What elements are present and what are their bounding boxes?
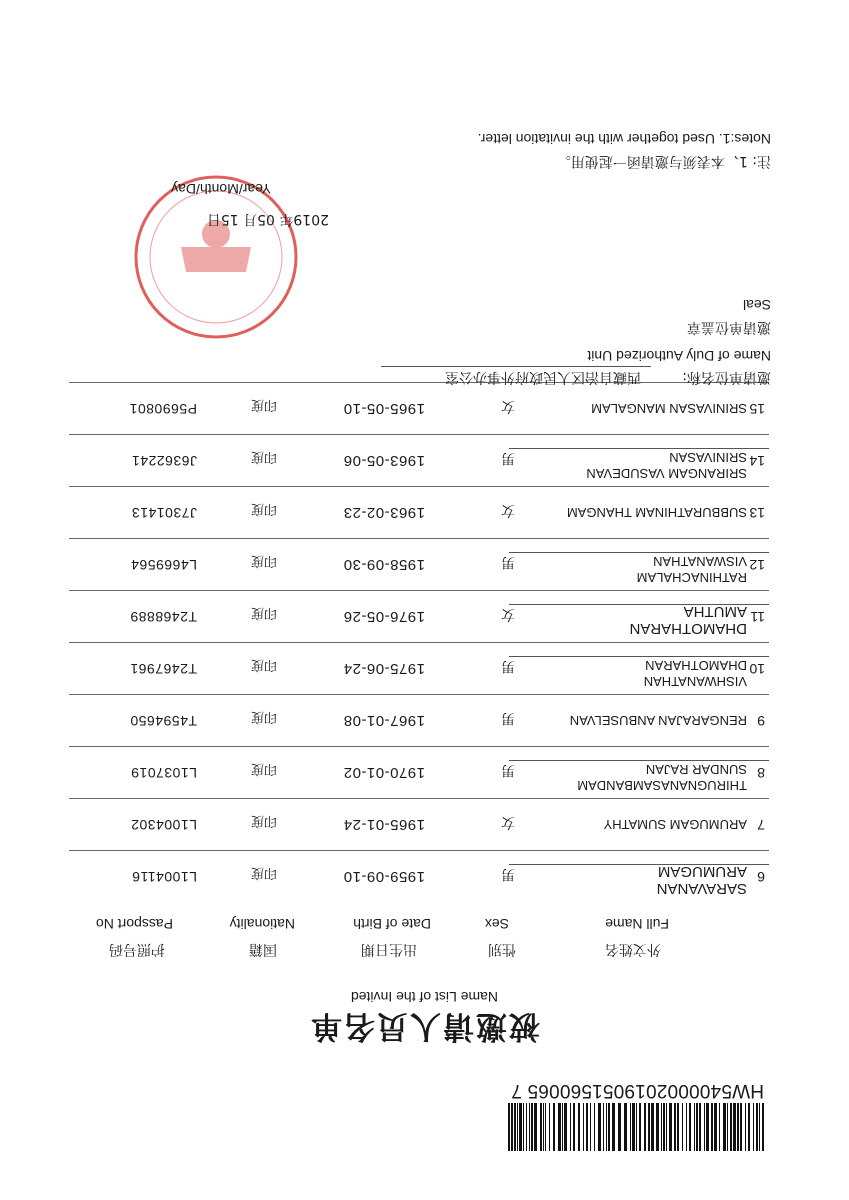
barcode-bar <box>661 1103 662 1151</box>
barcode-bar <box>586 1103 588 1151</box>
full-name <box>507 449 747 481</box>
barcode-bar <box>674 1103 676 1151</box>
barcode-bar <box>624 1103 627 1151</box>
full-name <box>507 504 747 520</box>
name-line-1: SRINIVASAN MANGALAM <box>591 401 747 416</box>
name-line-2: ARUMUGAM <box>657 863 747 880</box>
passport-value: J6362241 <box>131 453 197 469</box>
nationality-value: 印度 <box>250 501 277 516</box>
barcode-bar <box>508 1103 510 1151</box>
unit-underline <box>381 366 651 367</box>
sex-value: 男 <box>501 866 515 882</box>
table-row <box>0 381 849 433</box>
barcode-bar <box>745 1103 746 1151</box>
barcode-bar <box>639 1103 641 1151</box>
barcode-bar <box>590 1103 591 1151</box>
row-number: 12 <box>749 557 765 573</box>
barcode-bar <box>578 1103 580 1151</box>
row-number: 9 <box>757 713 765 729</box>
row-separator <box>69 798 769 799</box>
barcode-bar <box>523 1103 524 1151</box>
barcode-bar <box>558 1103 561 1151</box>
passport-value: T2468889 <box>129 609 197 625</box>
table-row <box>0 849 849 901</box>
passport-value: T2467961 <box>129 661 197 677</box>
barcode-bar <box>682 1103 683 1151</box>
dob-value: 1975-06-24 <box>343 660 425 677</box>
barcode-bar <box>570 1103 571 1151</box>
barcode-bar <box>737 1103 739 1151</box>
barcode-bar <box>694 1103 695 1151</box>
name-underline <box>509 552 769 553</box>
full-name <box>507 553 747 585</box>
official-seal-stamp <box>131 172 301 342</box>
barcode-bar <box>711 1103 713 1151</box>
nationality-value: 印度 <box>250 657 277 672</box>
sex-value: 女 <box>501 502 515 518</box>
passport-value: L1037019 <box>130 765 197 781</box>
header-nationality-en: Nationality <box>229 916 295 932</box>
barcode-bar <box>540 1103 542 1151</box>
barcode-bar <box>651 1103 654 1151</box>
barcode-bar <box>699 1103 701 1151</box>
dob-value: 1963-02-23 <box>343 504 425 521</box>
table-row <box>0 797 849 849</box>
header-nationality-zh: 国籍 <box>249 941 277 957</box>
dob-value: 1959-09-10 <box>343 868 425 885</box>
barcode <box>502 1103 764 1151</box>
barcode-bar <box>534 1103 537 1151</box>
name-line-2: AMUTHA <box>683 603 747 620</box>
barcode-bar <box>740 1103 742 1151</box>
barcode-bar <box>514 1103 516 1151</box>
barcode-bar <box>719 1103 720 1151</box>
row-separator <box>69 642 769 643</box>
nationality-value: 印度 <box>250 761 277 776</box>
sex-value: 男 <box>501 450 515 466</box>
name-line-1: DHAMOTHARAN <box>629 620 747 637</box>
nationality-value: 印度 <box>250 397 277 412</box>
barcode-number: HW5400002019051560065 7 <box>511 1080 764 1101</box>
full-name <box>507 761 747 793</box>
table-row <box>0 485 849 537</box>
barcode-bar <box>759 1103 760 1151</box>
barcode-bar <box>696 1103 698 1151</box>
header-sex-en: Sex <box>484 916 509 932</box>
header-full-name-en: Full Name <box>605 916 669 932</box>
row-number: 11 <box>750 609 765 625</box>
barcode-bar <box>686 1103 687 1151</box>
issue-date: 2019年 05月 15日 <box>206 211 329 227</box>
name-line-1: RENGARAJAN ANBUSELVAN <box>569 713 747 728</box>
name-line-1: SARAVANAN <box>656 880 747 897</box>
notes-zh: 注: 1、本表须与邀请函一起使用。 <box>556 153 771 169</box>
nationality-value: 印度 <box>250 553 277 568</box>
nationality-value: 印度 <box>250 709 277 724</box>
table-row <box>0 433 849 485</box>
name-underline <box>509 448 769 449</box>
full-name <box>507 712 747 728</box>
seal-label-zh: 邀请单位盖章 <box>687 319 771 335</box>
row-separator <box>69 850 769 851</box>
row-separator <box>69 590 769 591</box>
full-name <box>507 657 747 689</box>
full-name <box>507 400 747 416</box>
barcode-bar <box>689 1103 691 1151</box>
barcode-bar <box>603 1103 604 1151</box>
sex-value: 男 <box>501 554 515 570</box>
sex-value: 女 <box>501 398 515 414</box>
sex-value: 男 <box>501 762 515 778</box>
barcode-bar <box>730 1103 732 1151</box>
full-name <box>507 863 747 897</box>
barcode-bar <box>636 1103 637 1151</box>
barcode-bar <box>549 1103 550 1151</box>
header-passport-en: Passport No <box>95 916 173 932</box>
table-row <box>0 641 849 693</box>
date-format-label: Year/Month/Day <box>171 181 271 197</box>
name-underline <box>509 760 769 761</box>
barcode-bar <box>704 1103 705 1151</box>
unit-label-zh: 邀请单位名称: <box>682 369 771 385</box>
barcode-bar <box>545 1103 546 1151</box>
nationality-value: 印度 <box>250 865 277 880</box>
sex-value: 女 <box>501 606 515 622</box>
row-number: 13 <box>749 505 765 521</box>
name-underline <box>509 604 769 605</box>
dob-value: 1965-01-24 <box>343 816 425 833</box>
row-number: 6 <box>757 869 765 885</box>
barcode-bar <box>553 1103 555 1151</box>
row-separator <box>69 382 769 383</box>
name-line-2: SUNDAR RAJAN <box>645 762 747 777</box>
name-line-1: SRIRANGAM VASUDEVAN <box>586 466 747 481</box>
unit-label-en: Name of Duly Authorized Unit <box>587 348 771 364</box>
barcode-bar <box>733 1103 736 1151</box>
barcode-bar <box>543 1103 544 1151</box>
table-row <box>0 589 849 641</box>
name-line-2: VISWANATHAN <box>653 554 747 569</box>
full-name <box>507 603 747 637</box>
barcode-bar <box>727 1103 728 1151</box>
table-row <box>0 745 849 797</box>
sex-value: 女 <box>501 814 515 830</box>
nationality-value: 印度 <box>250 449 277 464</box>
sex-value: 男 <box>501 710 515 726</box>
header-passport-zh: 护照号码 <box>109 941 165 957</box>
barcode-bar <box>517 1103 518 1151</box>
name-line-2: SRINIVASAN <box>669 450 747 465</box>
barcode-bar <box>612 1103 615 1151</box>
passport-value: J7301413 <box>131 505 197 521</box>
full-name <box>507 816 747 832</box>
name-line-1: ARUMUGAM SUMATHY <box>603 817 747 832</box>
name-line-1: THIRUGNANASAMBANDAM <box>577 778 747 793</box>
row-number: 14 <box>749 453 765 469</box>
seal-label-en: Seal <box>742 297 771 313</box>
barcode-bar <box>598 1103 601 1151</box>
name-line-2: DHAMOTHARAN <box>645 658 747 673</box>
barcode-bar <box>756 1103 758 1151</box>
nationality-value: 印度 <box>250 813 277 828</box>
header-dob-en: Date of Birth <box>353 916 431 932</box>
barcode-bar <box>618 1103 621 1151</box>
barcode-bar <box>606 1103 607 1151</box>
barcode-bar <box>706 1103 709 1151</box>
dob-value: 1965-05-10 <box>343 400 425 417</box>
unit-value: 西藏自治区人民政府外事办公室 <box>445 369 641 385</box>
barcode-bar <box>594 1103 595 1151</box>
name-underline <box>509 656 769 657</box>
barcode-bar <box>526 1103 527 1151</box>
dob-value: 1970-01-02 <box>343 764 425 781</box>
table-row <box>0 537 849 589</box>
row-number: 7 <box>757 817 765 833</box>
header-full-name-zh: 外文姓名 <box>605 941 661 957</box>
dob-value: 1976-05-26 <box>343 608 425 625</box>
dob-value: 1958-09-30 <box>343 556 425 573</box>
header-sex-zh: 性别 <box>488 941 516 957</box>
row-separator <box>69 538 769 539</box>
barcode-bar <box>748 1103 750 1151</box>
barcode-bar <box>573 1103 575 1151</box>
passport-value: P5690801 <box>129 401 197 417</box>
barcode-bar <box>753 1103 754 1151</box>
row-separator <box>69 434 769 435</box>
barcode-bar <box>644 1103 646 1151</box>
barcode-bar <box>656 1103 659 1151</box>
barcode-bar <box>714 1103 717 1151</box>
dob-value: 1967-01-08 <box>343 712 425 729</box>
dob-value: 1963-05-06 <box>343 452 425 469</box>
name-line-1: RATHINACHALAM <box>636 570 747 585</box>
barcode-bar <box>529 1103 530 1151</box>
barcode-bar <box>519 1103 522 1151</box>
barcode-bar <box>677 1103 679 1151</box>
row-separator <box>69 486 769 487</box>
title-english: Name List of the Invited <box>350 989 499 1005</box>
barcode-bar <box>669 1103 672 1151</box>
passport-value: T4594650 <box>129 713 197 729</box>
passport-value: L1004302 <box>130 817 197 833</box>
notes-en: Notes:1. Used together with the invitation letter. <box>477 131 771 147</box>
nationality-value: 印度 <box>250 605 277 620</box>
barcode-bar <box>632 1103 635 1151</box>
barcode-bar <box>630 1103 631 1151</box>
name-line-1: VISHWANATHAN <box>643 674 747 689</box>
barcode-bar <box>666 1103 667 1151</box>
title-chinese: 被邀请人员名单 <box>309 1008 540 1044</box>
barcode-bar <box>583 1103 584 1151</box>
row-separator <box>69 694 769 695</box>
table-row <box>0 693 849 745</box>
header-dob-zh: 出生日期 <box>361 941 417 957</box>
row-number: 8 <box>757 765 765 781</box>
barcode-bar <box>663 1103 665 1151</box>
name-line-1: SUBBURATHINAM THANGAM <box>566 505 747 520</box>
passport-value: L4669564 <box>130 557 197 573</box>
barcode-bar <box>762 1103 764 1151</box>
barcode-bar <box>562 1103 563 1151</box>
barcode-bar <box>564 1103 567 1151</box>
barcode-bar <box>531 1103 533 1151</box>
barcode-bar <box>648 1103 650 1151</box>
row-number: 10 <box>749 661 765 677</box>
row-number: 15 <box>749 401 765 417</box>
barcode-bar <box>608 1103 610 1151</box>
barcode-bar <box>511 1103 513 1151</box>
row-separator <box>69 746 769 747</box>
passport-value: L1004116 <box>131 869 197 885</box>
name-underline <box>509 864 769 865</box>
barcode-bar <box>723 1103 726 1151</box>
sex-value: 男 <box>501 658 515 674</box>
